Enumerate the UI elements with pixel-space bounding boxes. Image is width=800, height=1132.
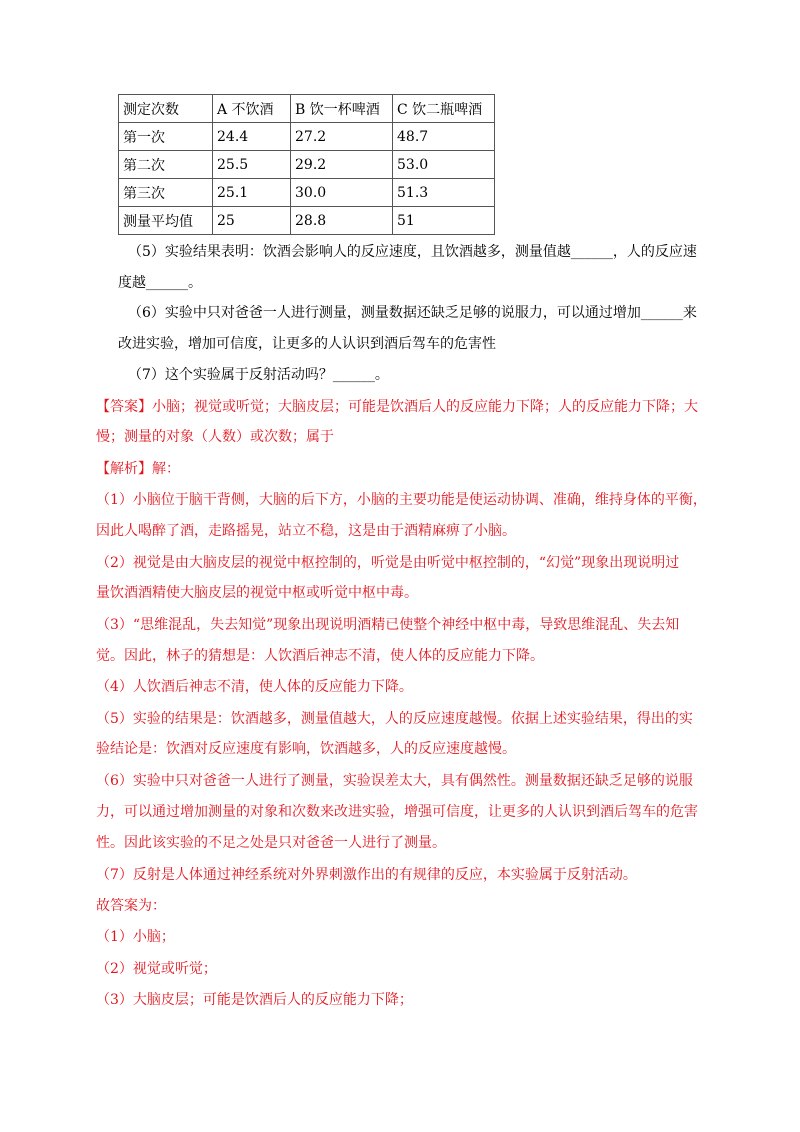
answer-line-2: 慢；测量的对象（人数）或次数；属于 [96,429,334,445]
analysis-line: 因此人喝醉了酒，走路摇晃，站立不稳，这是由于酒精麻痹了小脑。 [96,523,516,539]
table-cell: 25 [213,207,291,235]
analysis-heading: 【解析】解： [96,461,180,477]
question-6-line-2: 改进实验，增加可信度，让更多的人认识到酒后驾车的危害性 [118,336,496,352]
question-5-line-2: 度越______。 [118,275,202,291]
table-cell: 24.4 [213,123,291,151]
table-cell: 第一次 [119,123,213,151]
table-row [119,179,495,207]
analysis-line: （1）小脑位于脑干背侧，大脑的后下方，小脑的主要功能是使运动协调、准确，维持身体的平衡， [96,492,707,508]
analysis-line: （4）人饮酒后神志不清，使人体的反应能力下降。 [96,679,413,695]
table-cell: 53.0 [393,151,495,179]
table-header-row [119,95,495,123]
table-row [119,207,495,235]
analysis-line: （3）大脑皮层；可能是饮酒后人的反应能力下降； [96,992,413,1008]
analysis-line: （6）实验中只对爸爸一人进行了测量，实验误差太大，具有偶然性。测量数据还缺乏足够的说服 [96,773,693,789]
analysis-line: （1）小脑； [96,929,175,945]
analysis-line: 力，可以通过增加测量的对象和次数来改进实验，增强可信度，让更多的人认识到酒后驾车的危害 [96,804,698,820]
question-5-line-1: （5）实验结果表明：饮酒会影响人的反应速度，且饮酒越多，测量值越______，人的反应速 [128,244,697,260]
table-header-cell: A 不饮酒 [213,95,291,123]
table-cell: 51 [393,207,495,235]
table-cell: 测量平均值 [119,207,213,235]
table-cell: 51.3 [393,179,495,207]
table-cell: 29.2 [291,151,393,179]
table-cell: 28.8 [291,207,393,235]
analysis-line: （3）“思维混乱，失去知觉”现象出现说明酒精已使整个神经中枢中毒，导致思维混乱、失去知 [96,617,680,633]
analysis-line: 量饮酒酒精使大脑皮层的视觉中枢或听觉中枢中毒。 [96,585,418,601]
analysis-line: 觉。因此，林子的猜想是：人饮酒后神志不清，使人体的反应能力下降。 [96,648,544,664]
table-header-cell: 测定次数 [119,95,213,123]
answer-line-1: 【答案】小脑；视觉或听觉；大脑皮层；可能是饮酒后人的反应能力下降；人的反应能力下降；大 [96,399,698,415]
measurement-table [118,94,495,235]
analysis-line: （2）视觉是由大脑皮层的视觉中枢控制的，听觉是由听觉中枢控制的，“幻觉”现象出现说明过 [96,555,680,571]
table-cell: 25.5 [213,151,291,179]
table-cell: 30.0 [291,179,393,207]
question-6-line-1: （6）实验中只对爸爸一人进行测量，测量数据还缺乏足够的说服力，可以通过增加______来 [128,305,697,321]
analysis-line: （7）反射是人体通过神经系统对外界刺激作出的有规律的反应，本实验属于反射活动。 [96,867,637,883]
analysis-line: 性。因此该实验的不足之处是只对爸爸一人进行了测量。 [96,835,446,851]
table-cell: 第三次 [119,179,213,207]
analysis-line: 验结论是：饮酒对反应速度有影响，饮酒越多，人的反应速度越慢。 [96,741,516,757]
table-header-cell: C 饮二瓶啤酒 [393,95,495,123]
table-header-cell: B 饮一杯啤酒 [291,95,393,123]
table-cell: 第二次 [119,151,213,179]
analysis-line: （2）视觉或听觉； [96,961,217,977]
question-7: （7）这个实验属于反射活动吗？______。 [128,367,389,383]
table-cell: 48.7 [393,123,495,151]
table-row [119,151,495,179]
table-cell: 25.1 [213,179,291,207]
analysis-line: （5）实验的结果是：饮酒越多，测量值越大，人的反应速度越慢。依据上述实验结果，得出的实 [96,711,693,727]
table-row [119,123,495,151]
table-cell: 27.2 [291,123,393,151]
analysis-line: 故答案为： [96,898,166,914]
